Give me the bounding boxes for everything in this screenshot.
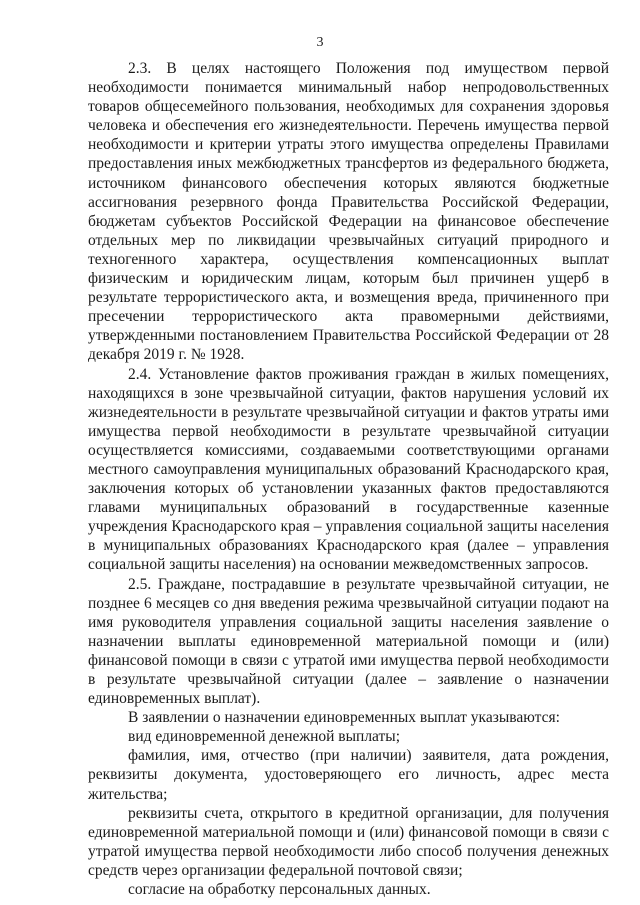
paragraph-2-5: 2.5. Граждане, пострадавшие в результате чрезвычайной ситуации, не позднее 6 месяцев со дня введения режима чрезвычайной ситуации подают на имя руководителя управления социальной защиты населения заявление о назначении выплаты единовременной материальной помощи и (или) финансовой помощи в связи с утратой ими имущества первой необходимости в результате чрезвычайной ситуации (далее – заявление о назначении единовременных выплат). <box>88 575 609 708</box>
list-item-applicant-details: фамилия, имя, отчество (при наличии) заявителя, дата рождения, реквизиты документа, удостоверяющего его личность, адрес места жительства; <box>88 747 609 803</box>
document-body <box>88 59 609 899</box>
list-item-payment-type: вид единовременной денежной выплаты; <box>128 728 401 746</box>
paragraph-application-contents: В заявлении о назначении единовременных выплат указываются: <box>128 709 560 727</box>
list-item-bank-details: реквизиты счета, открытого в кредитной организации, для получения единовременной материальной помощи и (или) финансовой помощи в связи с утратой имущества первой необходимости либо способ получения денежных средств через организации федеральной почтовой связи; <box>88 804 609 879</box>
list-item-consent: согласие на обработку персональных данных. <box>128 881 431 899</box>
page-number: 3 <box>316 35 324 50</box>
paragraph-2-3: 2.3. В целях настоящего Положения под имуществом первой необходимости понимается минимальный набор непродовольственных товаров общесемейного пользования, необходимых для сохранения здоровья человека и обеспечения его жизнедеятельности. Перечень имущества первой необходимости и критерии утраты этого имущества определены Правилами предоставления иных межбюджетных трансфертов из федерального бюджета, источником финансового обеспечения которых являются бюджетные ассигнования резервного фонда Правительства Российской Федерации, бюджетам субъектов Российской Федерации на финансовое обеспечение отдельных мер по ликвидации чрезвычайных ситуаций природного и техногенного характера, осуществления компенсационных выплат физическим и юридическим лицам, которым был причинен ущерб в результате террористического акта, и возмещения вреда, причиненного при пресечении террористического акта правомерными действиями, утвержденными постановлением Правительства Российской Федерации от 28 декабря 2019 г. № 1928. <box>88 60 609 364</box>
paragraph-2-4: 2.4. Установление фактов проживания граждан в жилых помещениях, находящихся в зоне чрезвычайной ситуации, фактов нарушения условий их жизнедеятельности в результате чрезвычайной ситуации и фактов утраты ими имущества первой необходимости в результате чрезвычайной ситуации осуществляется комиссиями, создаваемыми соответствующими органами местного самоуправления муниципальных образований Краснодарского края, заключения которых об установлении указанных фактов предоставляются главами муниципальных образований в государственные казенные учреждения Краснодарского края – управления социальной защиты населения в муниципальных образованиях Краснодарского края (далее – управления социальной защиты населения) на основании межведомственных запросов. <box>88 365 609 574</box>
